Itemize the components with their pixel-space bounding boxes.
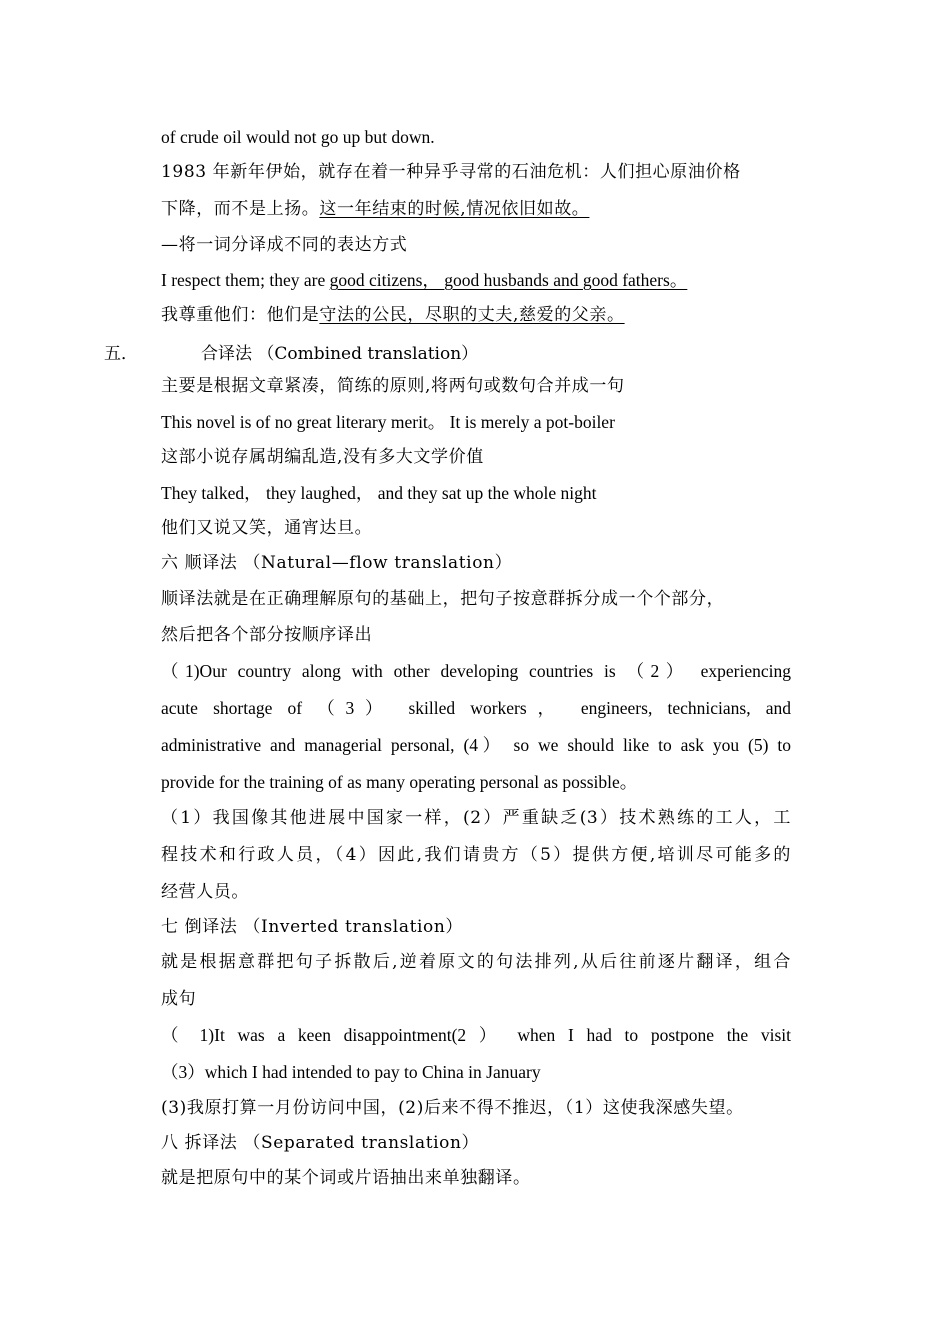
text-line: of crude oil would not go up but down.	[161, 127, 435, 147]
text-line: administrative and managerial personal, (4） so we should like to ask you (5) to	[161, 735, 791, 755]
text-line: acute shortage of （3） skilled workers， engineers, technicians, and	[161, 698, 791, 718]
section-heading: 八 拆译法 （Separated translation）	[161, 1133, 480, 1153]
text-line: They talked， they laughed， and they sat up the whole night	[161, 483, 597, 503]
underlined-text: 这一年结束的时候,情况依旧如故。	[319, 199, 590, 219]
text-line: provide for the training of as many operating personal as possible。	[161, 772, 638, 792]
text-line: 成句	[161, 989, 197, 1009]
text-line	[161, 268, 791, 292]
text-line: （ 1)It was a keen disappointment(2 ） when I had to postpone the visit	[161, 1025, 791, 1045]
text-line: 1983 年新年伊始，就存在着一种异乎寻常的石油危机：人们担心原油价格	[161, 162, 741, 182]
text-line: (3)我原打算一月份访问中国，(2)后来不得不推迟，（1）这使我深感失望。	[161, 1098, 744, 1118]
text-line: 程技术和行政人员，（4）因此,我们请贵方（5）提供方便,培训尽可能多的	[161, 845, 791, 865]
text-line: 然后把各个部分按顺序译出	[161, 625, 373, 645]
text-line: 这部小说存属胡编乱造,没有多大文学价值	[161, 447, 484, 467]
underlined-text: 守法的公民，尽职的丈夫,慈爱的父亲。	[319, 305, 625, 325]
text-line: 经营人员。	[161, 882, 249, 902]
text-segment: 我尊重他们：他们是	[161, 305, 320, 325]
section-heading: 七 倒译法 （Inverted translation）	[161, 917, 464, 937]
text-line: 顺译法就是在正确理解原句的基础上，把句子按意群拆分成一个个部分，	[161, 589, 725, 609]
text-segment: I respect them; they are	[161, 270, 330, 290]
text-line	[161, 303, 791, 327]
text-segment: 下降，而不是上扬。	[161, 199, 320, 219]
text-line: 主要是根据文章紧凑，简练的原则,将两句或数句合并成一句	[161, 376, 625, 396]
text-line: 就是根据意群把句子拆散后,逆着原文的句法排列,从后往前逐片翻译，组合	[161, 952, 791, 972]
text-line: （3）which I had intended to pay to China in January	[161, 1062, 541, 1082]
text-line: 就是把原句中的某个词或片语抽出来单独翻译。	[161, 1168, 531, 1188]
section-heading: 六 顺译法 （Natural—flow translation）	[161, 553, 513, 573]
text-line: （1)Our country along with other developing countries is （2） experiencing	[161, 661, 791, 681]
text-line: （1）我国像其他进展中国家一样，(2）严重缺乏(3）技术熟练的工人，工	[161, 808, 791, 828]
text-line: —将一词分译成不同的表达方式	[161, 235, 408, 255]
underlined-text: good citizens， good husbands and good fathers。	[329, 270, 688, 290]
section-heading: 合译法 （Combined translation）	[201, 344, 479, 364]
section-number: 五．	[104, 344, 138, 364]
text-line	[161, 197, 791, 221]
text-line: This novel is of no great literary merit。 It is merely a pot-boiler	[161, 412, 615, 432]
text-line: 他们又说又笑，通宵达旦。	[161, 518, 373, 538]
